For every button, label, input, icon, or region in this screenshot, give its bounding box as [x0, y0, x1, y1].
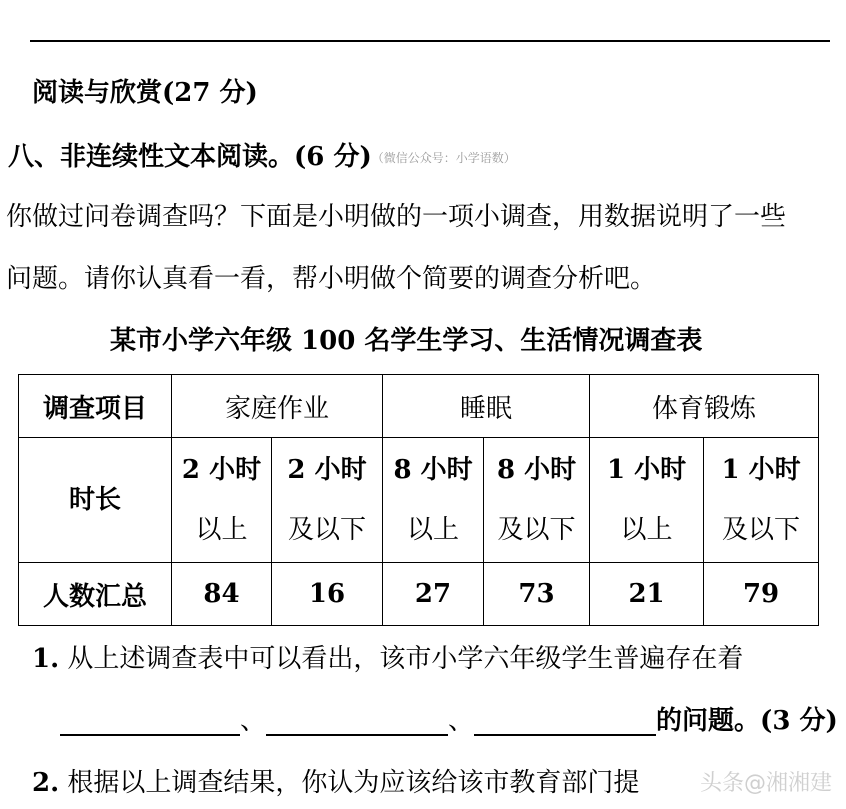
- table-duration-row: [19, 438, 819, 563]
- question-1-answer-line: [60, 706, 838, 736]
- group-homework: 家庭作业: [172, 375, 383, 438]
- header-label-cell: 调查项目: [19, 375, 172, 438]
- duration-label-cell: 时长: [19, 438, 172, 563]
- top-rule: [30, 40, 830, 42]
- count-cell: 73: [484, 563, 590, 626]
- question-1-number: 1.: [32, 644, 60, 674]
- answer-blank-2[interactable]: [266, 708, 448, 736]
- question-2: [32, 768, 639, 798]
- question-8-title: 八、非连续性文本阅读。(6 分): [8, 142, 372, 172]
- count-cell: 27: [383, 563, 484, 626]
- separator: 、: [240, 706, 267, 736]
- duration-cell: 1 小时 以上: [590, 438, 704, 563]
- group-exercise: 体育锻炼: [590, 375, 819, 438]
- question-8-heading: [8, 142, 516, 173]
- answer-blank-1[interactable]: [60, 708, 240, 736]
- duration-cell: 2 小时 及以下: [272, 438, 383, 563]
- intro-line-1: 你做过问卷调查吗？下面是小明做的一项小调查，用数据说明了一些: [6, 202, 787, 232]
- question-1-tail: 的问题。(3 分): [656, 706, 838, 736]
- table-header-row: [19, 375, 819, 438]
- question-1-text: 从上述调查表中可以看出，该市小学六年级学生普遍存在着: [67, 644, 744, 674]
- duration-cell: 1 小时 及以下: [704, 438, 819, 563]
- section-title: 阅读与欣赏(27 分): [32, 78, 258, 108]
- survey-table: [18, 374, 819, 626]
- question-2-number: 2.: [32, 768, 60, 798]
- duration-cell: 8 小时 及以下: [484, 438, 590, 563]
- question-2-text: 根据以上调查结果，你认为应该给该市教育部门提: [67, 768, 640, 798]
- count-cell: 79: [704, 563, 819, 626]
- count-cell: 16: [272, 563, 383, 626]
- duration-cell: 2 小时 以上: [172, 438, 272, 563]
- count-cell: 21: [590, 563, 704, 626]
- watermark-text: （微信公众号：小学语数）: [371, 151, 516, 165]
- duration-cell: 8 小时 以上: [383, 438, 484, 563]
- answer-blank-3[interactable]: [474, 708, 656, 736]
- table-count-row: [19, 563, 819, 626]
- source-watermark: 头条@湘湘建: [699, 771, 832, 796]
- table-title: 某市小学六年级 100 名学生学习、生活情况调查表: [110, 326, 703, 356]
- count-cell: 84: [172, 563, 272, 626]
- question-1: [32, 644, 743, 674]
- separator: 、: [448, 706, 475, 736]
- count-label-cell: 人数汇总: [19, 563, 172, 626]
- group-sleep: 睡眠: [383, 375, 590, 438]
- intro-line-2: 问题。请你认真看一看，帮小明做个简要的调查分析吧。: [6, 264, 657, 294]
